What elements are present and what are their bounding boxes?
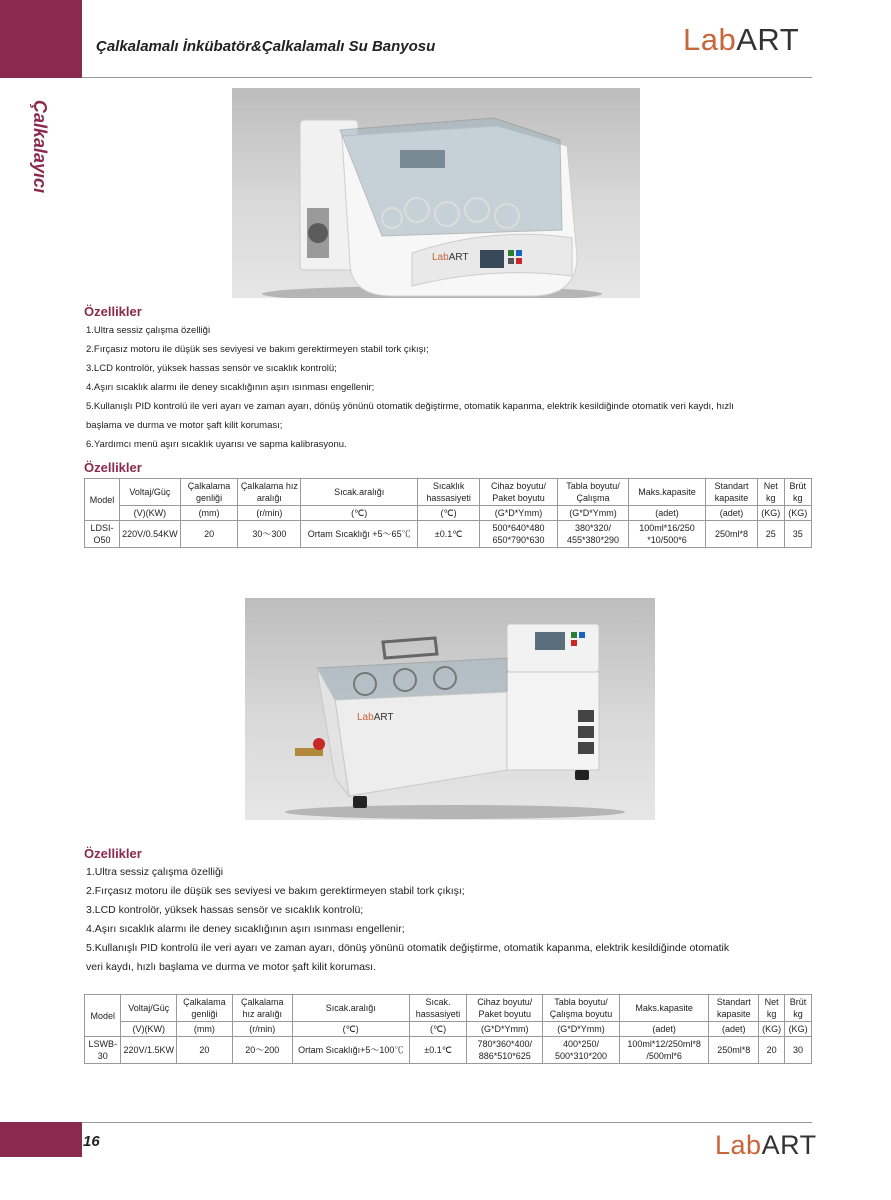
features-list-1 [86,321,826,454]
table-header-cell: Voltaj/Güç [121,995,177,1022]
table-header-cell: Sıcak. hassasiyeti [409,995,467,1022]
table-row [85,521,812,548]
table-unit-cell: (G*D*Ymm) [558,506,629,521]
table-cell: 500*640*480 650*790*630 [479,521,557,548]
spec-table-1 [84,478,812,548]
table-unit-cell: (adet) [709,1022,759,1037]
spec-table-2 [84,994,812,1064]
table-unit-cell: (adet) [619,1022,709,1037]
table-cell: 20 [759,1037,785,1064]
table-unit-cell: (KG) [759,1022,785,1037]
table-unit-cell: (KG) [785,1022,812,1037]
table-unit-cell: (V)(KW) [121,1022,177,1037]
feature-item: başlama ve durma ve motor şaft kilit koruması; [86,420,283,431]
table-unit-cell: (adet) [705,506,757,521]
table-header-cell: Tabla boyutu/ Çalışma boyutu [543,995,620,1022]
table-cell: 25 [758,521,785,548]
feature-item: 2.Fırçasız motoru ile düşük ses seviyesi ve bakım gerektirmeyen stabil tork çıkışı; [86,344,429,355]
table-unit-cell: (G*D*Ymm) [479,506,557,521]
table-cell: LDSI-O50 [85,521,120,548]
table-unit-cell: (℃) [418,506,480,521]
table-cell: ±0.1℃ [418,521,480,548]
header-accent-bar [0,0,82,78]
feature-item: 2.Fırçasız motoru ile düşük ses seviyesi ve bakım gerektirmeyen stabil tork çıkışı; [86,885,465,897]
table-cell: 220V/1.5KW [121,1037,177,1064]
feature-item: veri kaydı, hızlı başlama ve durma ve motor şaft kilit koruması. [86,961,377,973]
table-cell: 20 [176,1037,232,1064]
table-header-cell: Sıcaklık hassasiyeti [418,479,480,506]
table-unit-cell: (G*D*Ymm) [543,1022,620,1037]
shaking-water-bath-photo [245,598,655,820]
table-header-cell: Standart kapasite [709,995,759,1022]
features-list-2 [86,863,826,977]
table-cell: Ortam Sıcaklığı +5～65℃ [301,521,418,548]
table-unit-cell: (r/min) [238,506,301,521]
table-header-cell: Maks.kapasite [628,479,705,506]
table-cell: 35 [784,521,811,548]
incubator-brand-label: LabART [432,252,469,263]
water-bath-brand-label: LabART [357,712,394,723]
table-unit-cell: (V)(KW) [120,506,181,521]
table-header-cell: Voltaj/Güç [120,479,181,506]
table-cell: 30～300 [238,521,301,548]
table-unit-cell: (KG) [784,506,811,521]
feature-item: 6.Yardımcı menü aşırı sıcaklık uyarısı ve sapma kalibrasyonu. [86,439,347,450]
logo-art-text: ART [736,22,800,57]
logo-lab-text: Lab [683,22,737,57]
feature-item: 3.LCD kontrolör, yüksek hassas sensör ve sıcaklık kontrolü; [86,904,364,916]
table-header-cell: Net kg [759,995,785,1022]
table-header-cell: Maks.kapasite [619,995,709,1022]
header-divider [82,77,812,78]
feature-item: 5.Kullanışlı PID kontrolü ile veri ayarı ve zaman ayarı, dönüş yönünü otomatik değiştirme, otomatik kapanma, elektrik kesildiğinde otomatik veri kaydı, hızlı [86,401,734,412]
header-logo [683,22,799,58]
table-header-cell: Brüt kg [784,479,811,506]
footer-divider [82,1122,812,1123]
shaking-water-bath-illustration [245,598,655,820]
table-cell: 400*250/ 500*310*200 [543,1037,620,1064]
table-cell: 100ml*16/250 *10/500*6 [628,521,705,548]
table-header-cell: Cihaz boyutu/ Paket boyutu [479,479,557,506]
table-cell: 100ml*12/250ml*8 /500ml*6 [619,1037,709,1064]
table-header-row [85,479,812,506]
footer-accent-bar [0,1122,82,1157]
feature-item: 4.Aşırı sıcaklık alarmı ile deney sıcaklığının aşırı ısınması engellenir; [86,382,375,393]
feature-item: 4.Aşırı sıcaklık alarmı ile deney sıcaklığının aşırı ısınması engellenir; [86,923,405,935]
table-cell: 380*320/ 455*380*290 [558,521,629,548]
table-cell: 30 [785,1037,812,1064]
table-header-cell: Çalkalama hız aralığı [238,479,301,506]
table-header-cell: Cihaz boyutu/ Paket boyutu [467,995,543,1022]
table-units-row [85,1022,812,1037]
table-unit-cell: (r/min) [232,1022,292,1037]
table-unit-cell: (KG) [758,506,785,521]
table-header-cell: Brüt kg [785,995,812,1022]
side-category-label [28,100,54,210]
shaking-incubator-photo [232,88,640,298]
table-unit-cell: (G*D*Ymm) [467,1022,543,1037]
feature-item: 1.Ultra sessiz çalışma özelliği [86,866,224,878]
table-cell: 250ml*8 [709,1037,759,1064]
logo-art-text: ART [761,1130,817,1160]
table-cell: ±0.1℃ [409,1037,467,1064]
feature-item: 3.LCD kontrolör, yüksek hassas sensör ve sıcaklık kontrolü; [86,363,337,374]
table-units-row [85,506,812,521]
table-unit-cell: (mm) [176,1022,232,1037]
logo-lab-text: Lab [715,1130,762,1160]
features-heading-2: Özellikler [84,846,142,861]
feature-item: 5.Kullanışlı PID kontrolü ile veri ayarı ve zaman ayarı, dönüş yönünü otomatik değiştirme, otomatik kapanma, elektrik kesildiğinde otomatik [86,942,730,954]
table-row [85,1037,812,1064]
table-header-cell: Model [85,479,120,521]
feature-item: 1.Ultra sessiz çalışma özelliği [86,325,211,336]
table-unit-cell: (mm) [180,506,238,521]
table-header-row [85,995,812,1022]
table-header-cell: Çalkalama genliği [180,479,238,506]
table-cell: 220V/0.54KW [120,521,181,548]
table-unit-cell: (℃) [409,1022,467,1037]
table-cell: LSWB-30 [85,1037,121,1064]
side-category-text: Çalkalayıcı [30,100,50,194]
table-cell: 20～200 [232,1037,292,1064]
table-cell: Ortam Sıcaklığı+5～100℃ [292,1037,409,1064]
table-cell: 250ml*8 [705,521,757,548]
footer-logo [715,1130,817,1161]
table-header-cell: Sıcak.aralığı [301,479,418,506]
specs-heading-1: Özellikler [84,460,142,475]
table-header-cell: Çalkalama hız aralığı [232,995,292,1022]
table-header-cell: Standart kapasite [705,479,757,506]
table-unit-cell: (℃) [301,506,418,521]
table-header-cell: Net kg [758,479,785,506]
table-header-cell: Model [85,995,121,1037]
page-number: 16 [83,1133,100,1150]
table-unit-cell: (adet) [628,506,705,521]
features-heading-1: Özellikler [84,304,142,319]
table-unit-cell: (℃) [292,1022,409,1037]
page-title: Çalkalamalı İnkübatör&Çalkalamalı Su Banyosu [96,38,436,55]
table-cell: 780*360*400/ 886*510*625 [467,1037,543,1064]
shaking-incubator-illustration [232,88,640,298]
table-header-cell: Sıcak.aralığı [292,995,409,1022]
table-header-cell: Tabla boyutu/ Çalışma [558,479,629,506]
table-header-cell: Çalkalama genliği [176,995,232,1022]
table-cell: 20 [180,521,238,548]
